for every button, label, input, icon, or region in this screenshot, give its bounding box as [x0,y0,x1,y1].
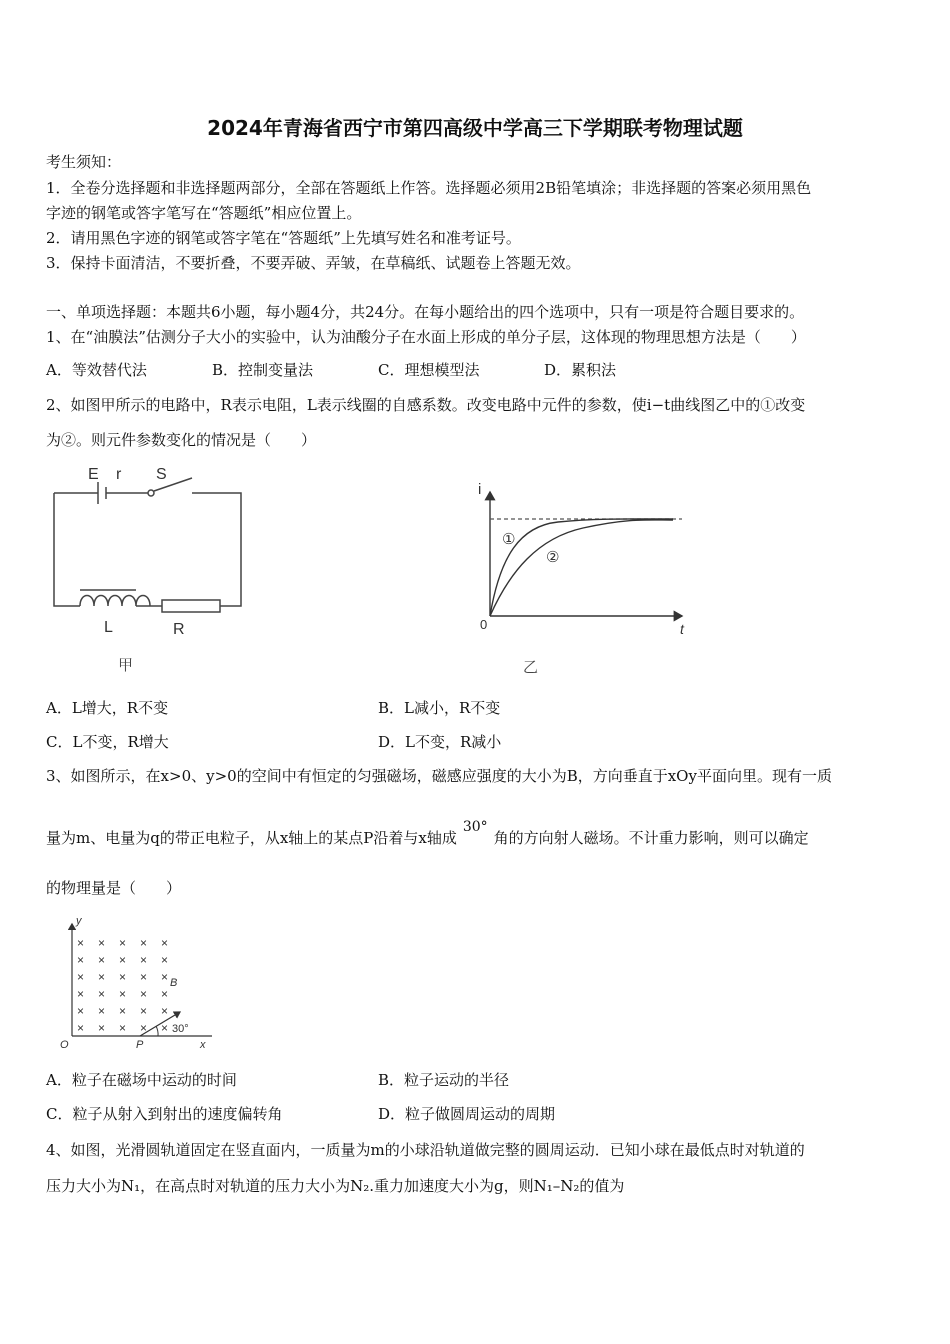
curve-2 [490,520,673,616]
q2-option-d: D．L不变，R减小 [378,733,502,751]
field-cross: × [119,936,127,950]
field-cross: × [98,936,106,950]
field-cross: × [98,970,106,984]
q1-option-b: B．控制变量法 [212,361,314,379]
q1-option-a: A．等效替代法 [46,361,147,379]
field-cross: × [119,1021,127,1035]
q3-option-b: B．粒子运动的半径 [378,1071,510,1089]
curve-1-label: ① [502,531,516,548]
field-cross: × [98,953,106,967]
field-cross: × [119,1004,127,1018]
field-cross: × [77,970,85,984]
q4-stem: 压力大小为N₁，在高点时对轨道的压力大小为N₂.重力加速度大小为g，则N₁–N₂的值为 [46,1177,625,1195]
q2-option-a: A．L增大，R不变 [46,699,169,717]
field-cross: × [77,987,85,1001]
angle-label: 30° [172,1023,189,1035]
q1-option-d: D．累积法 [544,361,617,379]
it-graph [468,476,698,681]
notice-item: 3．保持卡面清洁，不要折叠，不要弄破、弄皱，在草稿纸、试题卷上答题无效。 [46,254,581,272]
field-cross: × [77,936,85,950]
field-cross: × [161,1021,169,1035]
label-r: r [116,466,122,483]
field-cross: × [161,936,169,950]
label-e: E [88,466,99,483]
field-cross: × [119,953,127,967]
field-cross: × [119,970,127,984]
circuit-diagram [40,460,260,680]
field-cross: × [140,987,148,1001]
origin-label: 0 [480,617,488,632]
q3-option-a: A．粒子在磁场中运动的时间 [46,1071,237,1089]
point-p-label: P [136,1039,144,1051]
figure-caption: 甲 [118,657,134,674]
field-cross: × [161,953,169,967]
field-cross: × [98,987,106,1001]
curve-2-label: ② [546,549,560,566]
q4-stem: 4、如图，光滑圆轨道固定在竖直面内，一质量为m的小球沿轨道做完整的圆周运动．已知小球在最低点时对轨道的 [46,1141,805,1159]
q3-option-d: D．粒子做圆周运动的周期 [378,1105,556,1123]
field-cross: × [77,953,85,967]
field-cross: × [77,1004,85,1018]
field-cross: × [140,953,148,967]
axis-x-label: x [200,1039,206,1051]
q2-option-c: C．L不变，R增大 [46,733,169,751]
q1-option-c: C．理想模型法 [378,361,480,379]
q2-stem: 为②。则元件参数变化的情况是（ ） [46,431,317,449]
section-heading: 一、单项选择题：本题共6小题，每小题4分，共24分。在每小题给出的四个选项中，只有一项是符合题目要求的。 [46,303,805,321]
field-cross: × [77,1021,85,1035]
field-cross: × [140,1004,148,1018]
origin-label: O [60,1039,69,1051]
page-title: 2024年青海省西宁市第四高级中学高三下学期联考物理试题 [207,116,743,140]
magnetic-field-diagram [52,912,222,1052]
notice-item: 2．请用黑色字迹的钢笔或答字笔在“答题纸”上先填写姓名和准考证号。 [46,229,521,247]
field-cross: × [140,936,148,950]
field-cross: × [98,1004,106,1018]
label-r-resistor: R [173,621,185,638]
label-l: L [104,619,113,636]
q3-stem: 的物理量是（ ） [46,879,182,897]
field-cross: × [140,970,148,984]
notice-item: 1．全卷分选择题和非选择题两部分，全部在答题纸上作答。选择题必须用2B铅笔填涂；非选择题的答案必须用黑色 [46,179,812,197]
field-b-label: B [170,977,178,989]
q3-option-c: C．粒子从射入到射出的速度偏转角 [46,1105,283,1123]
axis-t-label: t [680,621,684,637]
field-cross: × [119,987,127,1001]
notice-heading: 考生须知： [46,153,122,171]
field-cross: × [161,970,169,984]
axis-i-label: i [478,481,482,498]
q2-stem: 2、如图甲所示的电路中，R表示电阻，L表示线圈的自感系数。改变电路中元件的参数，使i−t曲线图乙中的①改变 [46,396,806,414]
notice-item: 字迹的钢笔或答字笔写在“答题纸”相应位置上。 [46,204,362,222]
angle-superscript: 30° [462,819,488,835]
figure-caption: 乙 [523,659,539,676]
field-cross: × [161,987,169,1001]
q2-option-b: B．L减小，R不变 [378,699,501,717]
field-cross: × [140,1021,148,1035]
label-s: S [156,466,167,483]
axis-y-label: y [76,915,82,927]
field-cross: × [98,1021,106,1035]
field-cross: × [161,1004,169,1018]
q3-stem: 量为m、电量为q的带正电粒子，从x轴上的某点P沿着与x轴成30°角的方向射人磁场。不计重力影响，则可以确定 [46,819,809,847]
q3-stem: 3、如图所示，在x>0、y>0的空间中有恒定的匀强磁场，磁感应强度的大小为B，方向垂直于xOy平面向里。现有一质 [46,767,832,785]
field-crosses [77,936,168,1035]
q1-stem: 1、在“油膜法”估测分子大小的实验中，认为油酸分子在水面上形成的单分子层，这体现的物理思想方法是（ ） [46,328,806,346]
curve-1 [490,519,673,616]
